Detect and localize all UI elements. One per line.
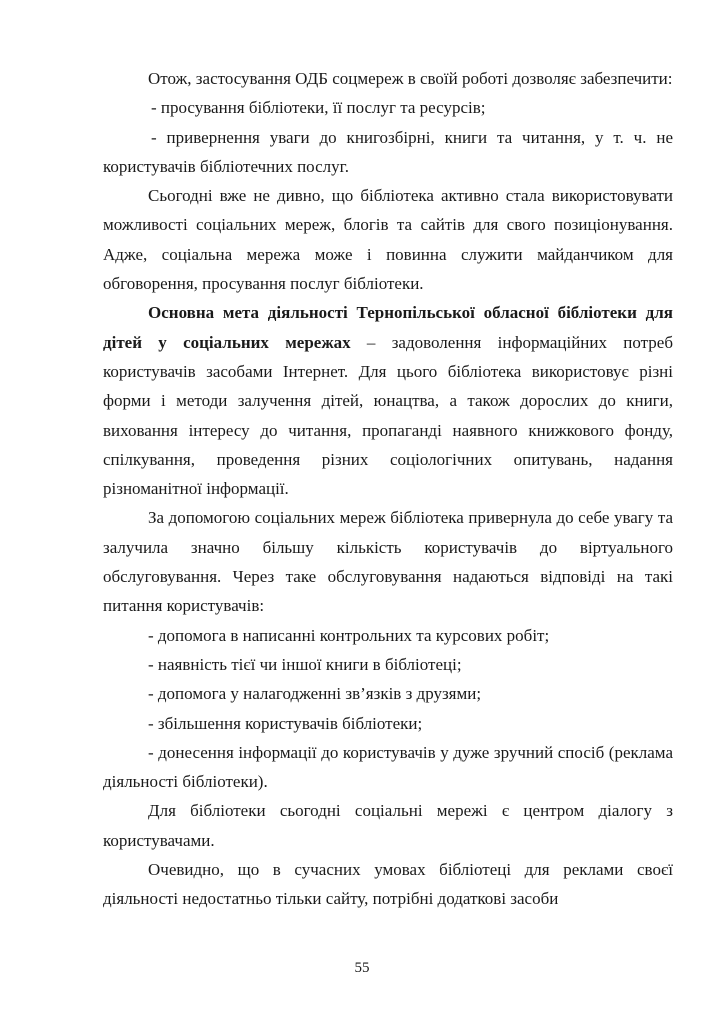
main-goal-heading: Основна мета діяльності Тернопільської обласної бібліотеки для дітей у соціальних мережах [103,303,673,352]
paragraph-today: Сьогодні вже не дивно, що бібліотека активно стала використовувати можливості соціальних мереж, блогів та сайтів для свого позиціонування. Адже, соціальна мережа може і повинна служити майданчиком для обговорення, просування послуг бібліотеки. [103,186,673,294]
list-item: - наявність тієї чи іншої книги в бібліотеці; [148,654,462,674]
page-body [103,64,673,914]
page-number: 55 [354,960,370,976]
list-item: - допомога у налагодженні зв’язків з друзями; [148,684,482,704]
list-item: - збільшення користувачів бібліотеки; [148,713,423,733]
list-item-promotion: - просування бібліотеки, її послуг та ресурсів; [151,98,486,118]
main-goal-text: – задоволення інформаційних потреб користувачів засобами Інтернет. Для цього бібліотека використовує різні форми і методи залучення дітей, юнацтва, а також дорослих до книги, виховання інтересу до читання, пропаганді наявного книжкового фонду, спілкування, проведення різних соціологічних опитувань, надання різноманітної інформації. [103,332,673,499]
list-item-attention: - привернення уваги до книгозбірні, книги та читання, у т. ч. не користувачів бібліотечних послуг. [103,127,673,176]
list-item: - допомога в написанні контрольних та курсових робіт; [148,625,550,645]
paragraph-social-help: За допомогою соціальних мереж бібліотека привернула до себе увагу та залучила значно більшу кількість користувачів до віртуального обслуговування. Через таке обслуговування надаються відповіді на такі питання користувачів: [103,508,673,616]
paragraph-dialog-center: Для бібліотеки сьогодні соціальні мережі є центром діалогу з користувачами. [103,801,673,850]
paragraph-intro: Отож, застосування ОДБ соцмереж в своїй роботі дозволяє забезпечити: [148,69,673,88]
paragraph-main-goal [103,298,673,503]
list-item: - донесення інформації до користувачів у дуже зручний спосіб (реклама діяльності бібліотеки). [103,742,673,792]
paragraph-obviously: Очевидно, що в сучасних умовах бібліотеці для реклами своєї діяльності недостатньо тільки сайту, потрібні додаткові засоби [103,860,673,909]
